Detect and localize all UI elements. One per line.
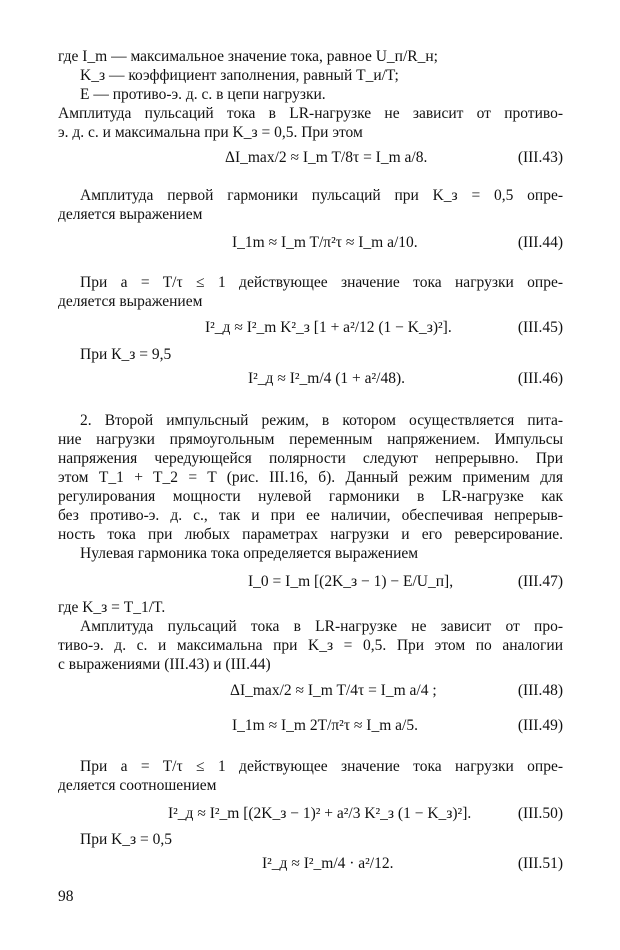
equation-number: (III.51) [517, 855, 563, 872]
text-line: При a = T/τ ≤ 1 действующее значение тока нагрузки опре- [80, 758, 563, 775]
text-line: деляется выражением [58, 293, 203, 310]
equation: ΔI_max/2 ≈ I_m T/4τ = I_m a/4 ; [230, 682, 437, 699]
equation: I²_д ≈ I²_m K²_з [1 + a²/12 (1 − K_з)²]. [205, 319, 452, 336]
text-line: напряжения чередующейся полярности следуют непрерывно. При [58, 450, 563, 467]
text-line: ние нагрузки прямоугольным переменным напряжением. Импульсы [58, 431, 563, 448]
text-line: деляется выражением [58, 206, 203, 223]
equation: I_0 = I_m [(2K_з − 1) − E/U_п], [248, 573, 454, 590]
text-line: При К_з = 9,5 [80, 346, 172, 363]
page-number: 98 [58, 888, 74, 905]
equation: I²_д ≈ I²_m/4 · a²/12. [262, 855, 394, 872]
text-line: При a = T/τ ≤ 1 действующее значение тока нагрузки опре- [80, 274, 563, 291]
equation: ΔI_max/2 ≈ I_m T/8τ = I_m a/8. [225, 149, 428, 166]
text-line: При K_з = 0,5 [80, 831, 173, 848]
text-line: Нулевая гармоника тока определяется выражением [80, 545, 419, 562]
text-line: с выражениями (III.43) и (III.44) [58, 656, 271, 673]
equation-number: (III.49) [517, 717, 563, 734]
text-line: этом T_1 + T_2 = T (рис. III.16, б). Данный режим применим для [58, 469, 563, 486]
text-line: где K_з = T_1/T. [58, 599, 166, 616]
text-line: э. д. с. и максимальна при K_з = 0,5. При этом [58, 124, 363, 141]
equation-number: (III.48) [517, 682, 563, 699]
text-line: 2. Второй импульсный режим, в котором осуществляется пита- [80, 412, 563, 429]
equation-number: (III.44) [517, 234, 563, 251]
equation-number: (III.50) [517, 805, 563, 822]
text-line: где I_m — максимальное значение тока, равное U_п/R_н; [58, 48, 438, 65]
text-line: Амплитуда пульсаций тока в LR-нагрузке не зависит от про- [80, 618, 563, 635]
equation: I_1m ≈ I_m 2T/π²τ ≈ I_m a/5. [232, 717, 418, 734]
text-line: Амплитуда первой гармоники пульсаций при K_з = 0,5 опре- [80, 187, 563, 204]
text-line: Амплитуда пульсаций тока в LR-нагрузке не зависит от противо- [58, 105, 563, 122]
text-line: деляется соотношением [58, 777, 217, 794]
text-line: регулирования мощности нулевой гармоники в LR-нагрузке как [58, 488, 563, 505]
text-line: без противо-э. д. с., так и при ее наличии, обеспечивая непрерыв- [58, 507, 563, 524]
equation: I²_д ≈ I²_m/4 (1 + a²/48). [248, 370, 406, 387]
text-line: тиво-э. д. с. и максимальна при K_з = 0,5. При этом по аналогии [58, 637, 563, 654]
text-line: ность тока при любых параметрах нагрузки и его реверсирование. [58, 526, 563, 543]
equation-number: (III.46) [517, 370, 563, 387]
equation-number: (III.43) [517, 149, 563, 166]
equation: I²_д ≈ I²_m [(2K_з − 1)² + a²/3 K²_з (1 − K_з)²]. [168, 805, 472, 822]
text-line: K_з — коэффициент заполнения, равный T_и/T; [80, 67, 399, 84]
equation-number: (III.47) [517, 573, 563, 590]
equation-number: (III.45) [517, 319, 563, 336]
equation: I_1m ≈ I_m T/π²τ ≈ I_m a/10. [232, 234, 418, 251]
text-line: E — противо-э. д. с. в цепи нагрузки. [80, 86, 326, 103]
